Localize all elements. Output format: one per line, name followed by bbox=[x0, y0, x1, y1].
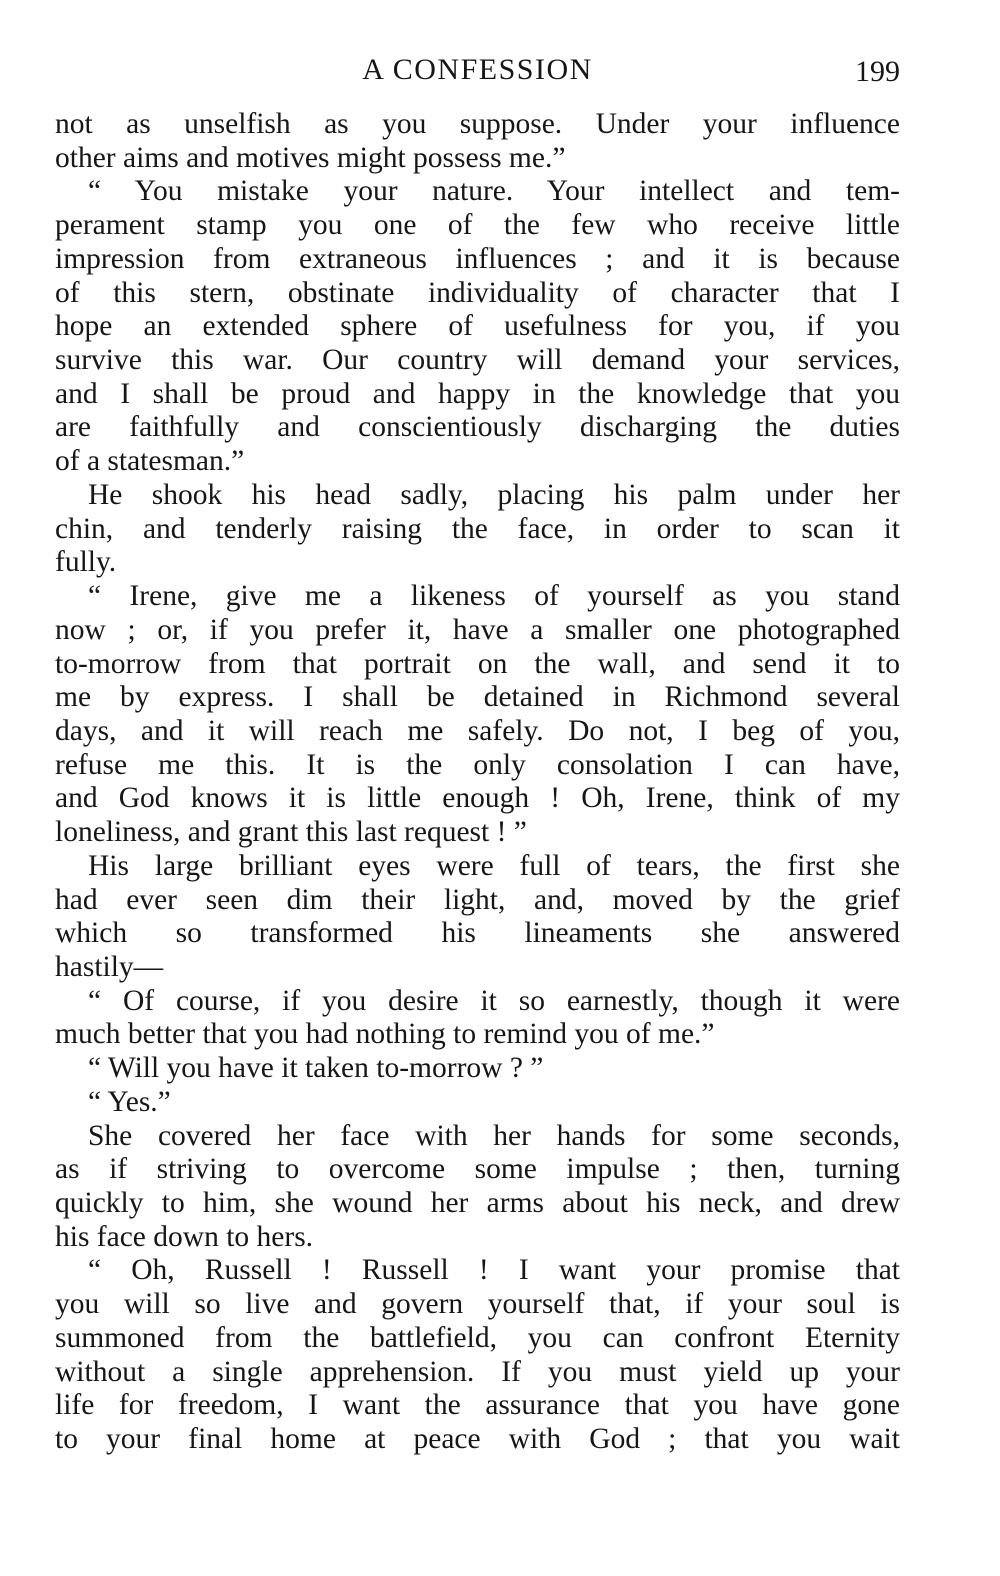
text-line: hope an extended sphere of usefulness for you, if you bbox=[55, 310, 900, 343]
text-line: life for freedom, I want the assurance that you have gone bbox=[55, 1389, 900, 1422]
text-line: which so transformed his lineaments she answered bbox=[55, 917, 900, 950]
text-line: to-morrow from that portrait on the wall, and send it to bbox=[55, 647, 900, 680]
text-line: quickly to him, she wound her arms about his neck, and drew bbox=[55, 1187, 900, 1219]
running-head bbox=[55, 50, 900, 90]
text-line: refuse me this. It is the only consolation I can have, bbox=[55, 748, 900, 781]
text-line: summoned from the battlefield, you can confront Eternity bbox=[55, 1321, 900, 1354]
text-line: as if striving to overcome some impulse ; then, turning bbox=[55, 1153, 900, 1186]
page-number: 199 bbox=[855, 55, 900, 88]
text-line: His large brilliant eyes were full of tears, the first she bbox=[88, 849, 900, 882]
text-line: “ You mistake your nature. Your intellect and tem- bbox=[88, 175, 900, 208]
text-line: and God knows it is little enough ! Oh, Irene, think of my bbox=[55, 782, 900, 815]
text-line: survive this war. Our country will demand your services, bbox=[55, 344, 900, 377]
text-line: of a statesman.” bbox=[55, 445, 245, 478]
text-line: impression from extraneous influences ; and it is because bbox=[55, 242, 900, 275]
chapter-title: A CONFESSION bbox=[362, 53, 593, 86]
text-line: other aims and motives might possess me.” bbox=[55, 141, 566, 174]
text-line: chin, and tenderly raising the face, in order to scan it bbox=[55, 512, 900, 545]
text-line: not as unselfish as you suppose. Under your influence bbox=[55, 108, 900, 140]
text-line: She covered her face with her hands for some seconds, bbox=[88, 1119, 900, 1152]
text-line: to your final home at peace with God ; that you wait bbox=[55, 1423, 900, 1456]
text-line: hastily— bbox=[55, 950, 164, 983]
text-line: without a single apprehension. If you must yield up your bbox=[55, 1355, 900, 1388]
text-line: his face down to hers. bbox=[55, 1220, 314, 1253]
text-line: had ever seen dim their light, and, moved by the grief bbox=[55, 883, 900, 916]
text-line: are faithfully and conscientiously discharging the duties bbox=[55, 411, 900, 444]
text-line: and I shall be proud and happy in the knowledge that you bbox=[55, 377, 900, 410]
text-line: “ Irene, give me a likeness of yourself as you stand bbox=[88, 580, 900, 613]
text-line: “ Oh, Russell ! Russell ! I want your promise that bbox=[88, 1254, 900, 1287]
text-line: “ Of course, if you desire it so earnestly, though it were bbox=[88, 984, 900, 1017]
body-text bbox=[55, 108, 900, 1457]
text-line: “ Yes.” bbox=[88, 1085, 171, 1118]
text-line: you will so live and govern yourself that, if your soul is bbox=[55, 1288, 900, 1321]
text-line: days, and it will reach me safely. Do not, I beg of you, bbox=[55, 714, 900, 747]
text-line: of this stern, obstinate individuality of character that I bbox=[55, 276, 900, 309]
text-line: fully. bbox=[55, 546, 117, 579]
text-line: now ; or, if you prefer it, have a smaller one photographed bbox=[55, 613, 900, 646]
text-line: me by express. I shall be detained in Richmond several bbox=[55, 681, 900, 714]
text-line: much better that you had nothing to remind you of me.” bbox=[55, 1018, 715, 1051]
text-line: He shook his head sadly, placing his palm under her bbox=[88, 478, 900, 511]
text-line: perament stamp you one of the few who receive little bbox=[55, 209, 900, 242]
text-line: loneliness, and grant this last request ! ” bbox=[55, 816, 527, 849]
text-line: “ Will you have it taken to-morrow ? ” bbox=[88, 1052, 544, 1085]
